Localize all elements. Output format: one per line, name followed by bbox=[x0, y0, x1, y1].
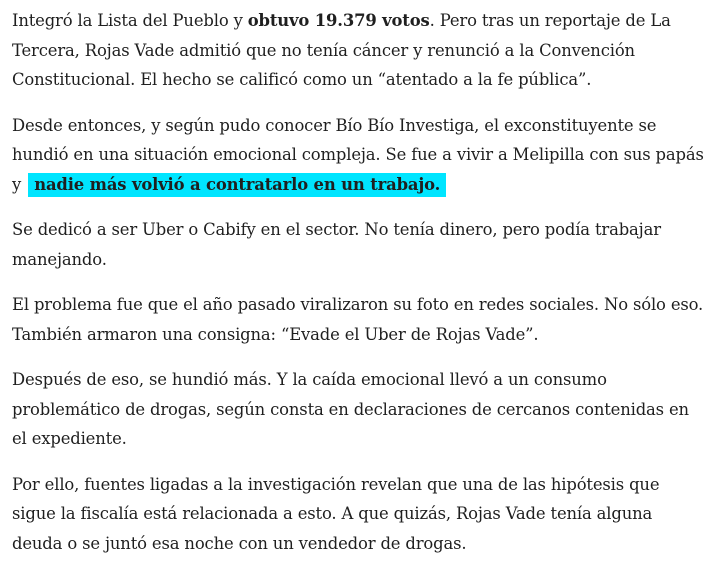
paragraph-3: Se dedicó a ser Uber o Cabify en el sector. No tenía dinero, pero podía trabajar manejando. bbox=[12, 220, 661, 269]
votes-emphasis: obtuvo 19.379 votos bbox=[247, 11, 430, 30]
paragraph-5: Después de eso, se hundió más. Y la caída emocional llevó a un consumo problemático de drogas, según consta en declaraciones de cercanos contenidas en el expediente. bbox=[12, 370, 689, 448]
paragraph-2-text: Desde entonces, y según pudo conocer Bío Bío Investiga, el exconstituyente se hundió en una situación emocional compleja. Se fue a vivir a Melipilla con sus papás y bbox=[12, 115, 704, 194]
paragraph-1 bbox=[12, 6, 704, 95]
highlighted-sentence: nadie más volvió a contratarlo en un trabajo. bbox=[28, 173, 446, 197]
paragraph-2 bbox=[12, 111, 704, 200]
paragraph-4: El problema fue que el año pasado viralizaron su foto en redes sociales. No sólo eso. También armaron una consigna: “Evade el Uber de Rojas Vade”. bbox=[12, 295, 704, 344]
paragraph-1-text-start: Integró la Lista del Pueblo y bbox=[12, 11, 248, 30]
article-body bbox=[12, 6, 704, 558]
paragraph-6: Por ello, fuentes ligadas a la investigación revelan que una de las hipótesis que sigue la fiscalía está relacionada a esto. A que quizás, Rojas Vade tenía alguna deuda o se juntó esa noche con un vendedor de drogas. bbox=[12, 474, 660, 553]
paragraph-1-text-end: . Pero tras un reportaje de La Tercera, Rojas Vade admitió que no tenía cáncer y renunció a la Convención Constitucional. El hecho se calificó como un “atentado a la fe pública”. bbox=[12, 11, 671, 89]
